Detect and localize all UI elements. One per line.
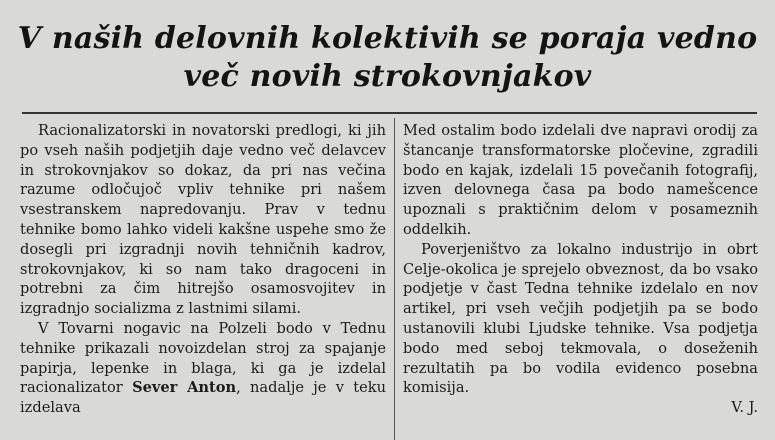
left-column [20,121,386,418]
left-paragraph-2 [20,319,386,418]
left-paragraph-2-end: , nadalje je v teku izdelava [20,379,386,417]
headline-line-1: V naših delovnih kolektivih se poraja vedno [17,21,758,56]
headline-rule [22,112,757,114]
right-paragraph-1: Med ostalim bodo izdelali dve napravi orodij za štancanje transformatorske pločevine, zgradili bodo en kajak, izdelali 15 povečanih fotografij, izven delovnega časa pa bodo namešcence upoznali s praktičnim delom v posameznih oddelkih. [403,122,758,238]
article-headline [0,20,775,96]
right-column [403,121,758,418]
right-paragraph-2 [403,240,758,418]
headline-line-2: več novih strokovnjakov [183,59,592,94]
left-paragraph-2-start: V Tovarni nogavic na Polzeli bodo v Tednu tehnike prikazali novoizdelan stroj za spajanje papirja, lepenke in blaga, ki ga je izdelal racionalizator [20,319,386,397]
innovator-name: Sever Anton [132,379,237,397]
right-paragraph-2-text: Poverjeništvo za lokalno industrijo in obrt Celje-okolica je sprejelo obveznost, da bo vsako podjetje v čast Tedna tehnike izdelalo en nov artikel, pri vseh večjih podjetjih pa se bodo ustanovili klubi Ljudske tehnike. Vsa podjetja bodo med seboj tekmovala, o doseženih rezultatih pa bo vodila evidenco posebna komisija. [403,240,758,397]
column-divider [394,118,395,440]
author-signature: V. J. [731,399,758,417]
left-paragraph-1: Racionalizatorski in novatorski predlogi, ki jih po vseh naših podjetjih daje vedno več delavcev in strokovnjakov so dokaz, da pri nas večina razume odločujoč vpliv tehnike pri našem vsestranskem napredovanju. Prav v tednu tehnike bomo lahko videli kakšne uspehe smo že dosegli pri izgradnji novih tehničnih kadrov, strokovnjakov, ki so nam tako dragoceni in potrebni za čim hitrejšo osamosvojitev in izgradnjo socializma z lastnimi silami. [20,122,386,318]
